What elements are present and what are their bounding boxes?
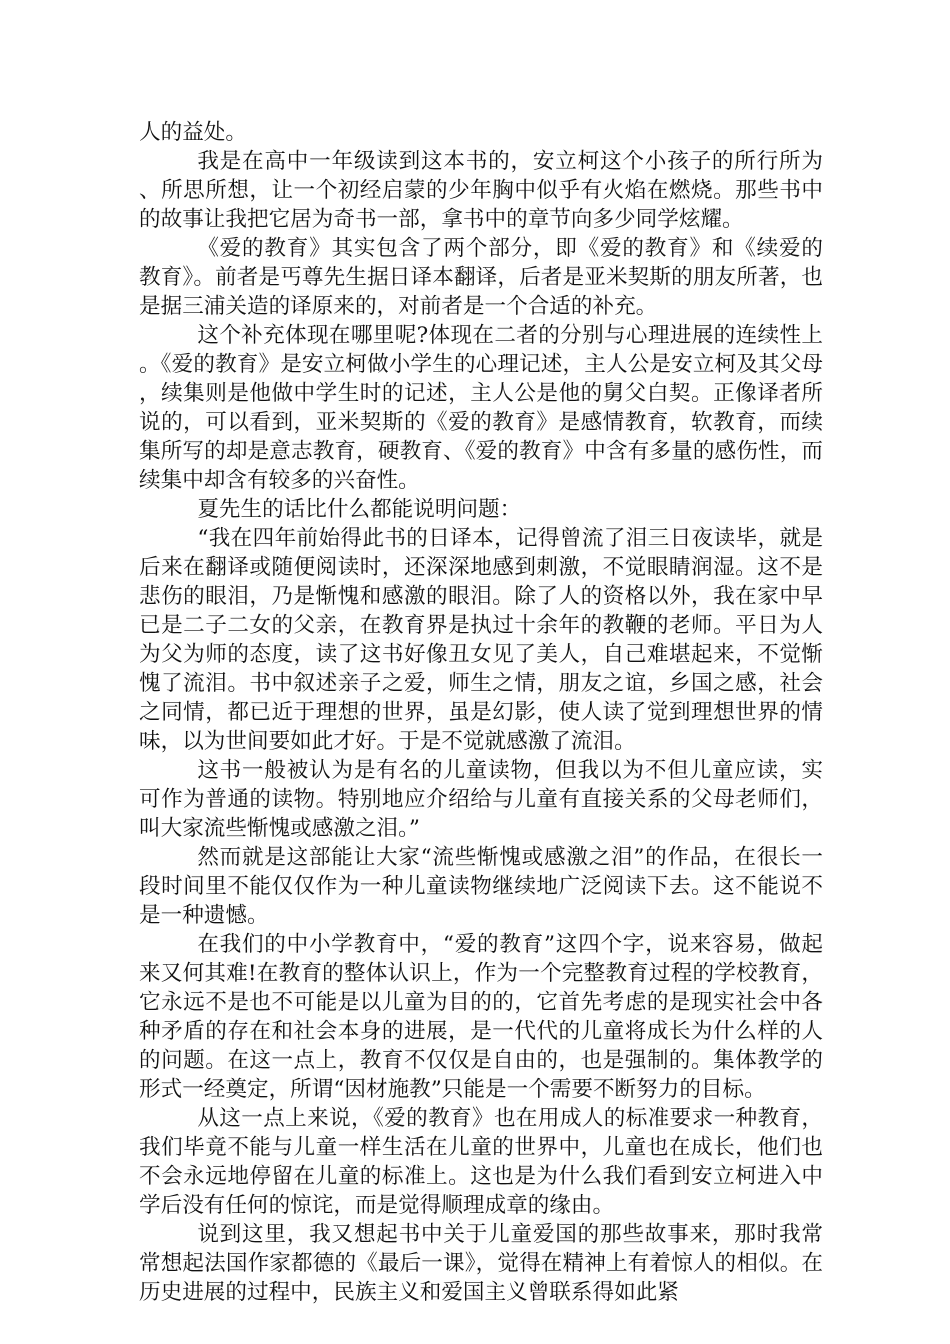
paragraph: 从这一点上来说，《爱的教育》也在用成人的标准要求一种教育，我们毕竟不能与儿童一样生活在儿童的世界中，儿童也在成长，他们也不会永远地停留在儿童的标准上。这也是为什么我们看到安立柯进入中学后没有任何的惊诧，而是觉得顺理成章的缘由。	[139, 1106, 823, 1218]
paragraph: 夏先生的话比什么都能说明问题：	[197, 497, 522, 522]
paragraph: 在我们的中小学教育中，“爱的教育”这四个字，说来容易，做起来又何其难!在教育的整体认识上，作为一个完整教育过程的学校教育，它永远不是也不可能是以儿童为目的的，它首先考虑的是现实社会中各种矛盾的存在和社会本身的进展，是一代代的儿童将成长为什么样的人的问题。在这一点上，教育不仅仅是自由的，也是强制的。集体教学的形式一经奠定，所谓“因材施教”只能是一个需要不断努力的目标。	[139, 932, 823, 1102]
document-body	[139, 118, 823, 1307]
paragraph: 这个补充体现在哪里呢?体现在二者的分别与心理进展的连续性上。《爱的教育》是安立柯做小学生的心理记述，主人公是安立柯及其父母，续集则是他做中学生时的记述，主人公是他的舅父白契。正像译者所说的，可以看到，亚米契斯的《爱的教育》是感情教育，软教育，而续集所写的却是意志教育，硬教育、《爱的教育》中含有多量的感伤性，而续集中却含有较多的兴奋性。	[139, 323, 823, 493]
paragraph-continuation: 人的益处。	[139, 120, 247, 145]
quoted-paragraph: 这书一般被认为是有名的儿童读物，但我以为不但儿童应读，实可作为普通的读物。特别地应介绍给与儿童有直接关系的父母老师们，叫大家流些惭愧或感激之泪。”	[139, 758, 823, 841]
paragraph: 说到这里，我又想起书中关于儿童爱国的那些故事来，那时我常常想起法国作家都德的《最后一课》，觉得在精神上有着惊人的相似。在历史进展的过程中，民族主义和爱国主义曾联系得如此紧	[139, 1222, 823, 1305]
paragraph: 然而就是这部能让大家“流些惭愧或感激之泪”的作品，在很长一段时间里不能仅仅作为一种儿童读物继续地广泛阅读下去。这不能说不是一种遗憾。	[139, 845, 823, 928]
paragraph: 《爱的教育》其实包含了两个部分，即《爱的教育》和《续爱的教育》。前者是丐尊先生据日译本翻译，后者是亚米契斯的朋友所著，也是据三浦关造的译原来的，对前者是一个合适的补充。	[139, 236, 823, 319]
quoted-paragraph: “我在四年前始得此书的日译本，记得曾流了泪三日夜读毕，就是后来在翻译或随便阅读时，还深深地感到刺激，不觉眼睛润湿。这不是悲伤的眼泪，乃是惭愧和感激的眼泪。除了人的资格以外，我在家中早已是二子二女的父亲，在教育界是执过十余年的教鞭的老师。平日为人为父为师的态度，读了这书好像丑女见了美人，自己难堪起来，不觉惭愧了流泪。书中叙述亲子之爱，师生之情，朋友之谊，乡国之感，社会之同情，都已近于理想的世界，虽是幻影，使人读了觉到理想世界的情味，以为世间要如此才好。于是不觉就感激了流泪。	[139, 526, 823, 754]
paragraph: 我是在高中一年级读到这本书的，安立柯这个小孩子的所行所为、所思所想，让一个初经启蒙的少年胸中似乎有火焰在燃烧。那些书中的故事让我把它居为奇书一部，拿书中的章节向多少同学炫耀。	[139, 149, 823, 232]
